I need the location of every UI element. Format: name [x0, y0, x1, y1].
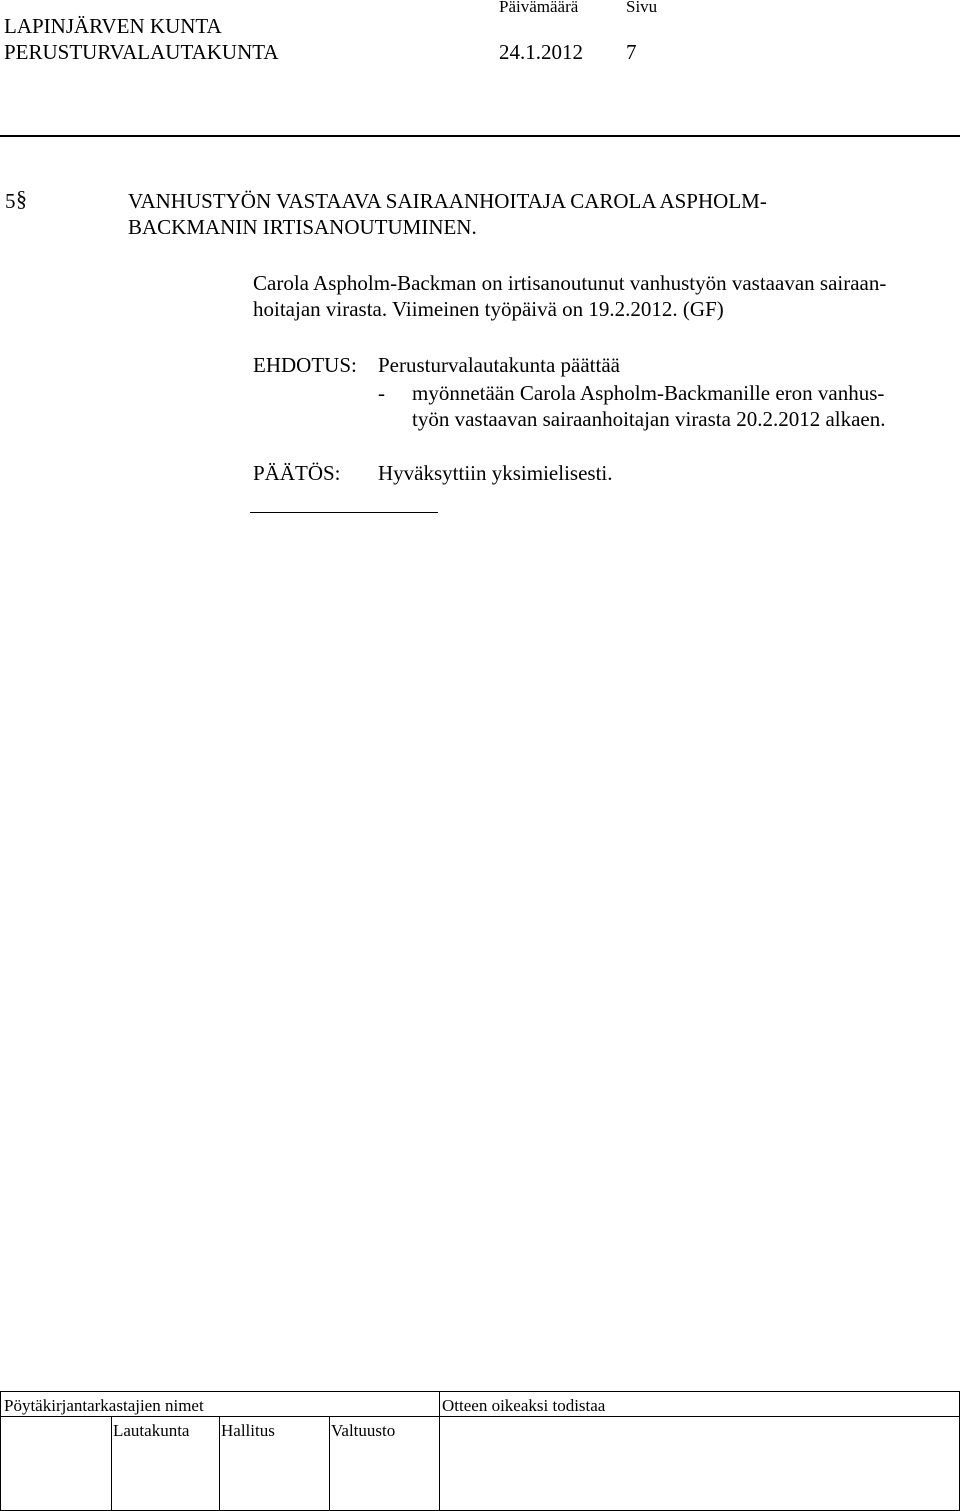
section-number: 5 [5, 189, 16, 213]
body-paragraph [253, 270, 886, 322]
bullet-line-2: työn vastaavan sairaanhoitajan virasta 20.2.2012 alkaen. [412, 407, 886, 431]
proposal-text: Perusturvalautakunta päättää [378, 353, 620, 377]
section-title-line-1: VANHUSTYÖN VASTAAVA SAIRAANHOITAJA CAROLA ASPHOLM- [128, 189, 767, 213]
section-title [128, 188, 767, 240]
footer-box [0, 1391, 960, 1511]
footer-divider-1 [111, 1416, 112, 1510]
checkers-label: Pöytäkirjantarkastajien nimet [4, 1396, 204, 1415]
paragraph-line-1: Carola Aspholm-Backman on irtisanoutunut vanhustyön vastaavan sairaan- [253, 271, 887, 295]
organization-name: LAPINJÄRVEN KUNTA [4, 14, 222, 38]
footer-divider-main [439, 1392, 440, 1510]
footer-col-council: Valtuusto [331, 1421, 396, 1440]
bullet-line-1: myönnetään Carola Aspholm-Backmanille eron vanhus- [412, 381, 885, 405]
board-name: PERUSTURVALAUTAKUNTA [4, 40, 279, 64]
header-divider [0, 135, 960, 137]
page-number: 7 [626, 40, 637, 64]
footer-divider-2 [219, 1416, 220, 1510]
certified-label: Otteen oikeaksi todistaa [442, 1396, 606, 1415]
page-label: Sivu [626, 0, 658, 16]
section-title-line-2: BACKMANIN IRTISANOUTUMINEN. [128, 215, 477, 239]
decision-label: PÄÄTÖS: [253, 461, 341, 485]
proposal-label: EHDOTUS: [253, 353, 357, 377]
decision-text: Hyväksyttiin yksimielisesti. [378, 461, 613, 485]
section-sign-icon: § [16, 186, 27, 211]
date-label: Päivämäärä [499, 0, 579, 16]
footer-col-board: Lautakunta [113, 1421, 190, 1440]
proposal-bullet [412, 380, 886, 432]
footer-divider-3 [329, 1416, 330, 1510]
footer-col-government: Hallitus [221, 1421, 275, 1440]
bullet-dash: - [378, 381, 385, 405]
end-divider [250, 512, 438, 513]
footer-header-rule [1, 1416, 959, 1417]
paragraph-line-2: hoitajan virasta. Viimeinen työpäivä on 19.2.2012. (GF) [253, 297, 724, 321]
date-value: 24.1.2012 [499, 40, 583, 64]
